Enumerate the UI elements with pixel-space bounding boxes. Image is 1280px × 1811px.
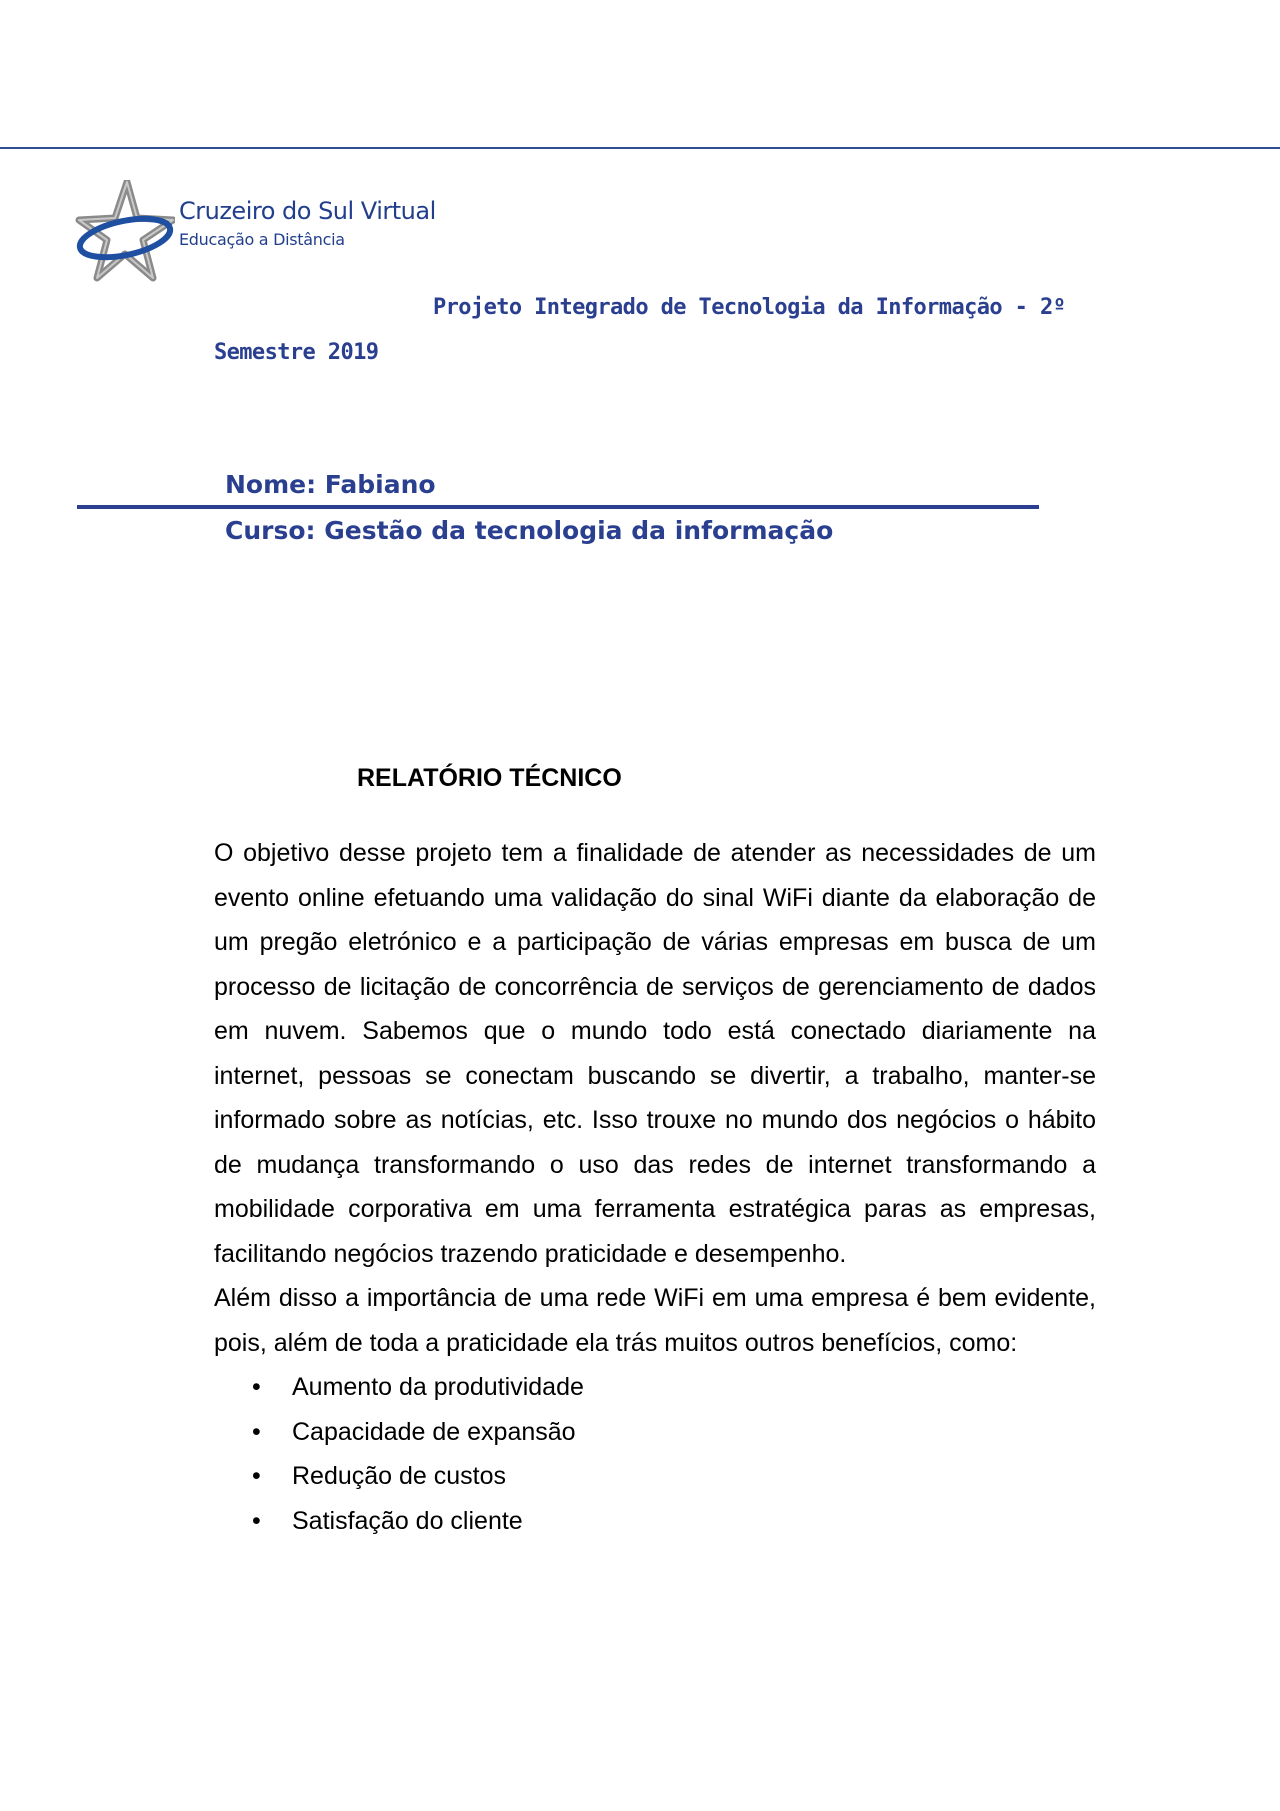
student-name: Nome: Fabiano	[225, 470, 436, 499]
logo-title: Cruzeiro do Sul Virtual	[179, 197, 436, 225]
logo-subtitle: Educação a Distância	[179, 230, 345, 249]
logo	[75, 180, 435, 285]
project-title-line1: Projeto Integrado de Tecnologia da Informação - 2º	[433, 295, 1066, 320]
report-body	[214, 831, 1096, 1543]
star-logo-icon	[75, 180, 175, 285]
name-divider	[77, 505, 1039, 509]
project-title-line2: Semestre 2019	[214, 340, 379, 365]
student-course: Curso: Gestão da tecnologia da informação	[225, 516, 834, 545]
paragraph-objective: O objetivo desse projeto tem a finalidade de atender as necessidades de um evento online efetuando uma validação do sinal WiFi diante da elaboração de um pregão eletrónico e a participação de várias empresas em busca de um processo de licitação de concorrência de serviços de gerenciamento de dados em nuvem. Sabemos que o mundo todo está conectado diariamente na internet, pessoas se conectam buscando se divertir, a trabalho, manter-se informado sobre as notícias, etc. Isso trouxe no mundo dos negócios o hábito de mudança transformando o uso das redes de internet transformando a mobilidade corporativa em uma ferramenta estratégica paras as empresas, facilitando negócios trazendo praticidade e desempenho.	[214, 839, 1096, 1268]
bullet-icon: •	[252, 1506, 261, 1535]
list-item: • Satisfação do cliente	[214, 1499, 1096, 1544]
bullet-icon: •	[252, 1462, 261, 1490]
list-item: • Redução de custos	[214, 1454, 1096, 1499]
report-title: RELATÓRIO TÉCNICO	[357, 764, 622, 792]
bullet-icon: •	[252, 1373, 261, 1401]
list-item: • Aumento da produtividade	[214, 1365, 1096, 1410]
list-item: • Capacidade de expansão	[214, 1410, 1096, 1455]
bullet-icon: •	[252, 1417, 261, 1446]
benefits-list	[214, 1365, 1096, 1543]
paragraph-importance: Além disso a importância de uma rede WiFi em uma empresa é bem evidente, pois, além de toda a praticidade ela trás muitos outros benefícios, como:	[214, 1284, 1096, 1357]
top-divider	[0, 147, 1280, 149]
